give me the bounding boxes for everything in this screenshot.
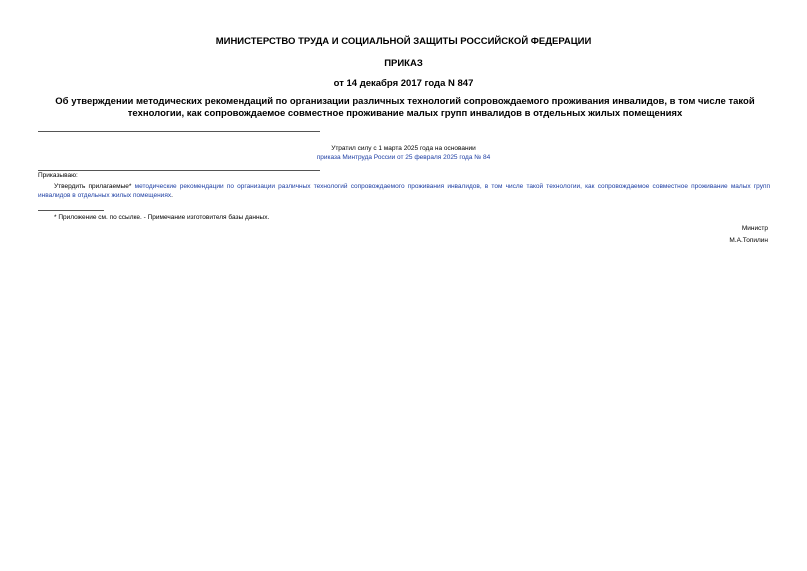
footnote: * Приложение см. по ссылке. - Примечание изготовителя базы данных.: [54, 214, 270, 221]
approve-paragraph: [38, 182, 770, 200]
document-date: от 14 декабря 2017 года N 847: [333, 78, 474, 89]
document-type: ПРИКАЗ: [384, 58, 423, 69]
revoked-notice: Утратил силу с 1 марта 2025 года на основании: [331, 145, 476, 152]
approve-suffix: .: [171, 192, 173, 199]
order-word: Приказываю:: [38, 172, 78, 179]
document-title: Об утверждении методических рекомендаций по организации различных технологий сопровождаемого проживания инвалидов, в том числе такой технологии, как сопровождаемое совместное проживание малых групп инвалидов в отдельных жилых помещениях: [55, 96, 755, 119]
divider-middle: [38, 170, 320, 171]
divider-top: [38, 131, 320, 132]
ministry-name: МИНИСТЕРСТВО ТРУДА И СОЦИАЛЬНОЙ ЗАЩИТЫ РОССИЙСКОЙ ФЕДЕРАЦИИ: [215, 36, 592, 47]
signature-title: Министр: [741, 225, 768, 232]
approve-prefix: Утвердить прилагаемые*: [54, 183, 135, 190]
signature-name: М.А.Топилин: [729, 237, 768, 244]
footnote-divider: [38, 210, 104, 211]
recommendations-link[interactable]: методические рекомендации по организации различных технологий сопровождаемого проживания инвалидов, в том числе такой технологии, как сопровождаемое совместное проживание малых групп инвалидов в отдельных жилых помещениях: [38, 183, 770, 199]
revoked-order-link[interactable]: приказа Минтруда России от 25 февраля 2025 года № 84: [316, 154, 491, 161]
